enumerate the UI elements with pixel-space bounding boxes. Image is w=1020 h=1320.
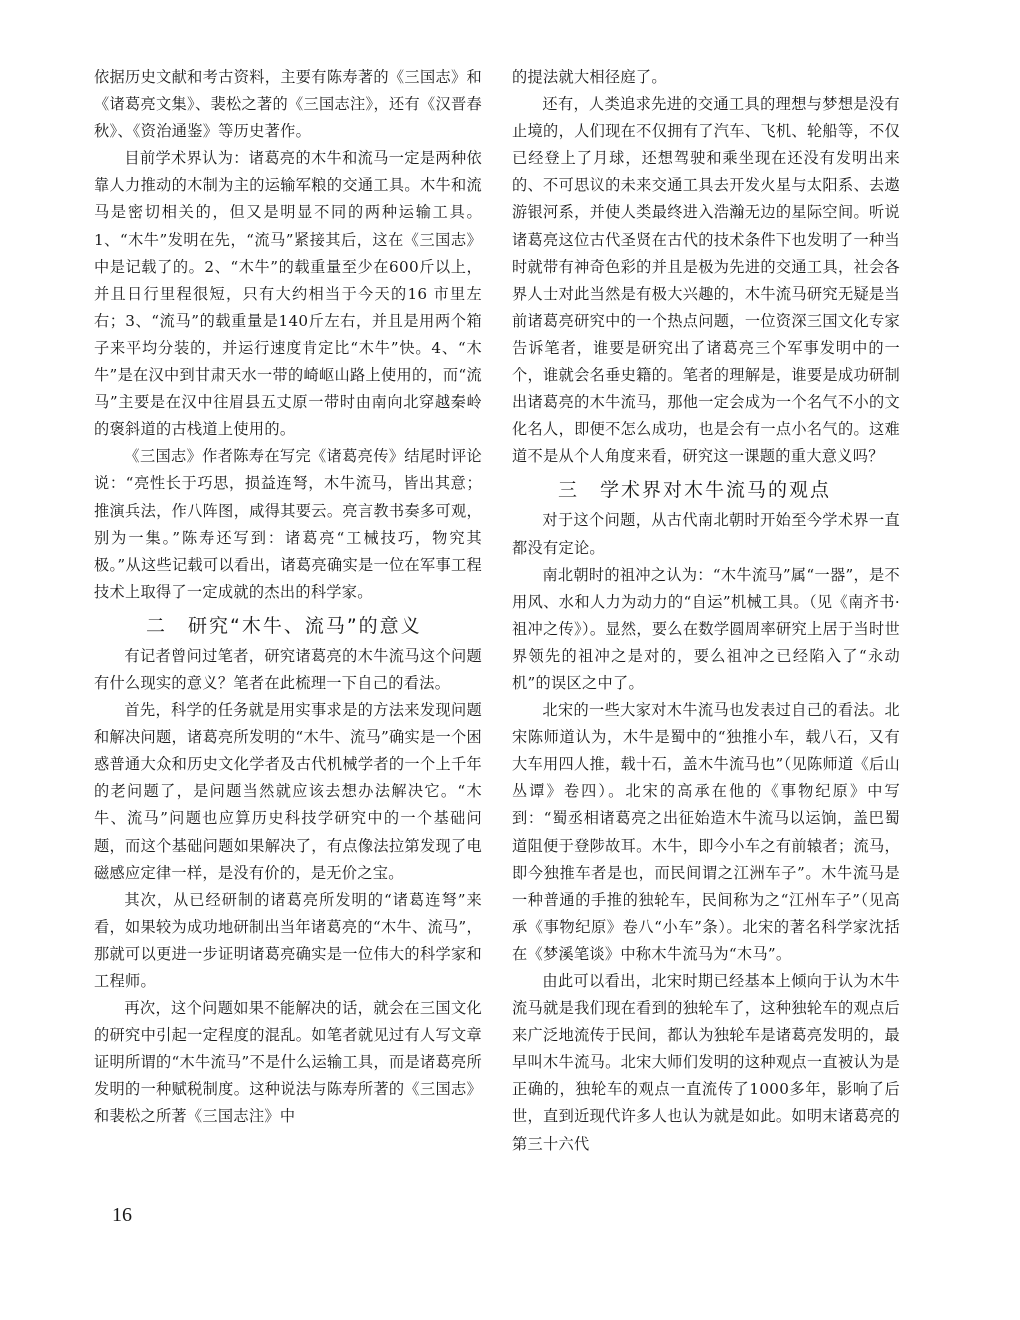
paragraph: 首先，科学的任务就是用实事求是的方法来发现问题和解决问题，诸葛亮所发明的“木牛、流马”确实是一个困惑普通大众和历史文化学者及古代机械学者的一个上千年的老问题了，是问题当然就应该去想办法解决它。“木牛、流马”问题也应算历史科技学研究中的一个基础问题，而这个基础问题如果解决了，有点像法拉第发现了电磁感应定律一样，是没有价的，是无价之宝。 [94,701,482,882]
paragraph: 其次，从已经研制的诸葛亮所发明的“诸葛连弩”来看，如果较为成功地研制出当年诸葛亮的“木牛、流马”，那就可以更进一步证明诸葛亮确实是一位伟大的科学家和工程师。 [94,890,482,990]
paragraph: 对于这个问题，从古代南北朝时开始至今学术界一直都没有定论。 [512,511,900,557]
right-column [512,64,900,1158]
paragraph: 依据历史文献和考古资料，主要有陈寿著的《三国志》和《诸葛亮文集》、裴松之著的《三国志注》，还有《汉晋春秋》、《资治通鉴》等历史著作。 [94,68,482,141]
paragraph: 由此可以看出，北宋时期已经基本上倾向于认为木牛流马就是我们现在看到的独轮车了，这种独轮车的观点后来广泛地流传于民间，都认为独轮车是诸葛亮发明的，最早叫木牛流马。北宋大师们发明的这种观点一直被认为是正确的，独轮车的观点一直流传了1000多年，影响了后世，直到近现代许多人也认为就是如此。如明末诸葛亮的第三十六代 [512,972,900,1153]
paragraph: 目前学术界认为：诸葛亮的木牛和流马一定是两种依靠人力推动的木制为主的运输军粮的交通工具。木牛和流马是密切相关的，但又是明显不同的两种运输工具。1、“木牛”发明在先，“流马”紧接其后，这在《三国志》中是记载了的。2、“木牛”的载重量至少在600斤以上，并且日行里程很短，只有大约相当于今天的16 市里左右；3、“流马”的载重量是140斤左右，并且是用两个箱子来平均分装的，并运行速度肯定比“木牛”快。4、“木牛”是在汉中到甘肃天水一带的崎岖山路上使用的，而“流马”主要是在汉中往眉县五丈原一带时由南向北穿越秦岭的褒斜道的古栈道上使用的。 [94,149,482,439]
section-heading: 二 研究“木牛、流马”的意义 [146,614,422,637]
paragraph: 北宋的一些大家对木牛流马也发表过自己的看法。北宋陈师道认为，木牛是蜀中的“独推小车，载八石，又有大车用四人推，载十石，盖木牛流马也”（见陈师道《后山丛谭》卷四）。北宋的高承在他的《事物纪原》中写到：“蜀丞相诸葛亮之出征始造木牛流马以运饷，盖巴蜀道阻便于登陟故耳。木牛，即今小车之有前辕者；流马，即今独推车者是也，而民间谓之江洲车子”。木牛流马是一种普通的手推的独轮车，民间称为之“江州车子”（见高承《事物纪原》卷八“小车”条）。北宋的著名科学家沈括在《梦溪笔谈》中称木牛流马为“木马”。 [512,701,900,963]
paragraph: 南北朝时的祖冲之认为：“木牛流马”属“一器”，是不用风、水和人力为动力的“自运”机械工具。（见《南齐书·祖冲之传》）。显然，要么在数学圆周率研究上居于当时世界领先的祖冲之是对的，要么祖冲之已经陷入了“永动机”的误区之中了。 [512,565,900,692]
left-column [94,64,482,1131]
paragraph: 《三国志》作者陈寿在写完《诸葛亮传》结尾时评论说：“亮性长于巧思，损益连弩，木牛流马，皆出其意；推演兵法，作八阵图，咸得其要云。亮言教书奏多可观，别为一集。”陈寿还写到：诸葛亮“工械技巧，物究其极。”从这些记载可以看出，诸葛亮确实是一位在军事工程技术上取得了一定成就的杰出的科学家。 [94,447,482,601]
page-number: 16 [112,1204,132,1226]
paragraph: 的提法就大相径庭了。 [512,68,667,86]
paragraph: 还有，人类追求先进的交通工具的理想与梦想是没有止境的，人们现在不仅拥有了汽车、飞机、轮船等，不仅已经登上了月球，还想驾驶和乘坐现在还没有发明出来的、不可思议的未来交通工具去开发火星与太阳系、去遨游银河系，并使人类最终进入浩瀚无边的星际空间。听说诸葛亮这位古代圣贤在古代的技术条件下也发明了一种当时就带有神奇色彩的并且是极为先进的交通工具，社会各界人士对此当然是有极大兴趣的，木牛流马研究无疑是当前诸葛亮研究中的一个热点问题，一位资深三国文化专家告诉笔者，谁要是研究出了诸葛亮三个军事发明中的一个，谁就会名垂史籍的。笔者的理解是，谁要是成功研制出诸葛亮的木牛流马，那他一定会成为一个名气不小的文化名人，即便不怎么成功，也是会有一点小名气的。这难道不是从个人角度来看，研究这一课题的重大意义吗？ [512,95,900,466]
section-heading: 三 学术界对木牛流马的观点 [558,479,832,502]
paragraph: 有记者曾问过笔者，研究诸葛亮的木牛流马这个问题有什么现实的意义？笔者在此梳理一下自己的看法。 [94,646,482,692]
paragraph: 再次，这个问题如果不能解决的话，就会在三国文化的研究中引起一定程度的混乱。如笔者就见过有人写文章证明所谓的“木牛流马”不是什么运输工具，而是诸葛亮所发明的一种赋税制度。这种说法与陈寿所著的《三国志》和裴松之所著《三国志注》中 [94,999,482,1126]
